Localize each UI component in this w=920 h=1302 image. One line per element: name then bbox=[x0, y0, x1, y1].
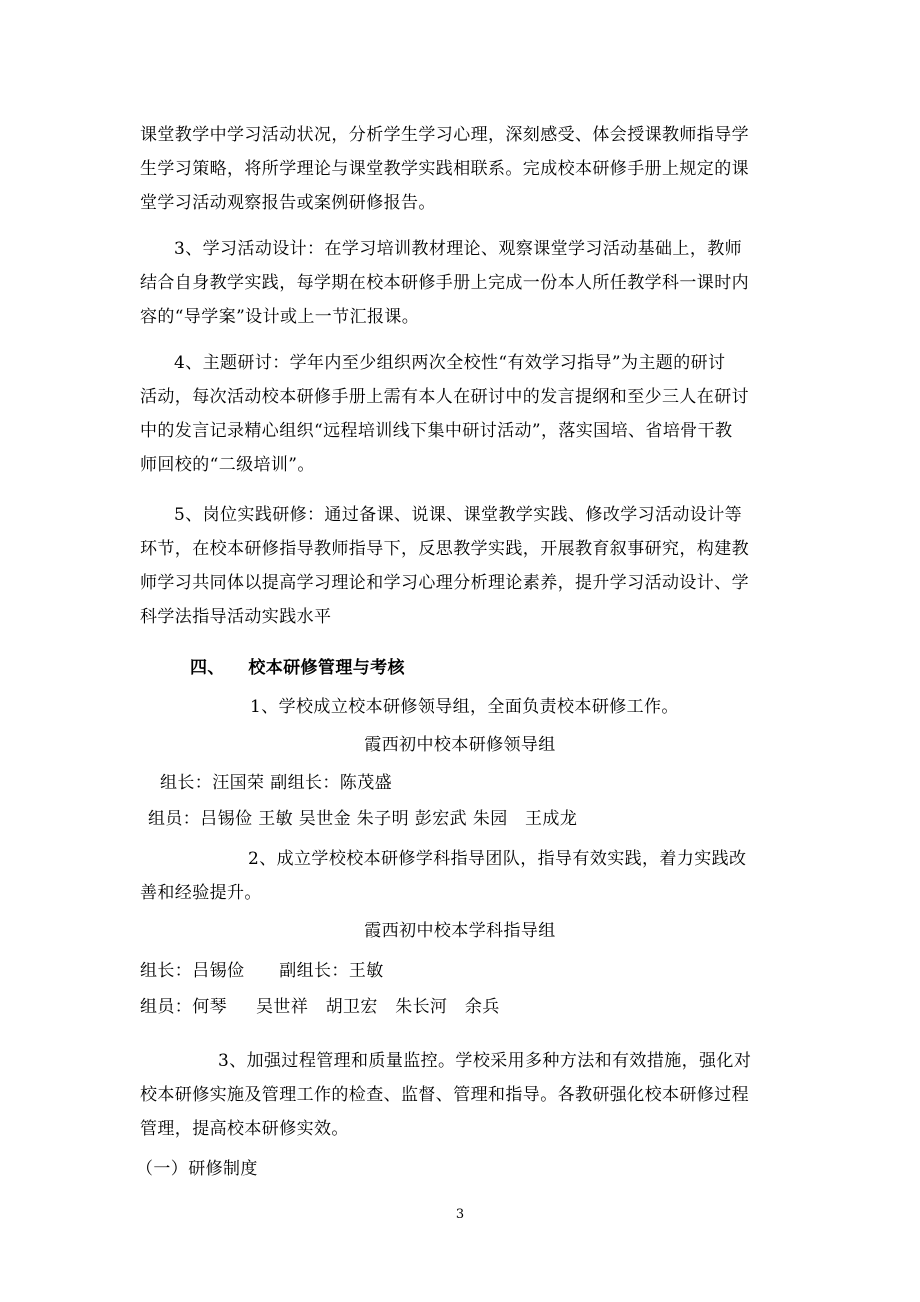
item-3-learning-activity-design bbox=[140, 232, 780, 334]
section-number: 四、 bbox=[190, 658, 225, 678]
section-4-heading bbox=[190, 656, 405, 680]
text-line: 科学法指导活动实践水平 bbox=[140, 607, 332, 627]
leadership-group-title: 霞西初中校本研修领导组 bbox=[364, 735, 556, 755]
text-line: 管理，提高校本研修实效。 bbox=[140, 1119, 349, 1139]
item-4-thematic-discussion bbox=[140, 346, 780, 482]
mgmt-2-text bbox=[140, 842, 780, 910]
text-line: 3、加强过程管理和质量监控。学校采用多种方法和有效措施，强化对 bbox=[218, 1051, 752, 1071]
leadership-group-leaders: 组长：汪国荣 副组长：陈茂盛 bbox=[160, 773, 393, 793]
intro-paragraph bbox=[140, 118, 780, 220]
text-line: 生学习策略，将所学理论与课堂教学实践相联系。完成校本研修手册上规定的课 bbox=[140, 159, 749, 179]
text-line: 环节，在校本研修指导教师指导下，反思教学实践，开展教育叙事研究，构建教 bbox=[140, 539, 749, 559]
text-line: 师回校的“二级培训”。 bbox=[140, 455, 315, 475]
subsection-research-system-title: （一）研修制度 bbox=[136, 1159, 258, 1179]
subject-guidance-group-title: 霞西初中校本学科指导组 bbox=[364, 921, 556, 941]
page-number: 3 bbox=[455, 1207, 465, 1222]
text-line: 善和经验提升。 bbox=[140, 883, 262, 903]
text-line: 1、学校成立校本研修领导组，全面负责校本研修工作。 bbox=[250, 697, 679, 717]
mgmt-3-text bbox=[140, 1044, 780, 1146]
leadership-group-members: 组员：吕锡俭 王敏 吴世金 朱子明 彭宏武 朱园 王成龙 bbox=[148, 809, 578, 829]
item-5-post-practice-training bbox=[140, 498, 780, 634]
text-line: 师学习共同体以提高学习理论和学习心理分析理论素养，提升学习活动设计、学 bbox=[140, 573, 749, 593]
text-line: 课堂教学中学习活动状况，分析学生学习心理，深刻感受、体会授课教师指导学 bbox=[140, 125, 749, 145]
text-line: 容的“导学案”设计或上一节汇报课。 bbox=[140, 307, 420, 327]
subject-guidance-group-members: 组员：何琴 吴世祥 胡卫宏 朱长河 余兵 bbox=[140, 997, 500, 1017]
text-line: 活动，每次活动校本研修手册上需有本人在研讨中的发言提纲和至少三人在研讨 bbox=[140, 387, 749, 407]
text-line: 校本研修实施及管理工作的检查、监督、管理和指导。各教研强化校本研修过程 bbox=[140, 1085, 749, 1105]
subject-guidance-group-leaders: 组长：吕锡俭 副组长：王敏 bbox=[140, 961, 384, 981]
section-title: 校本研修管理与考核 bbox=[248, 658, 405, 678]
mgmt-1-text bbox=[250, 690, 790, 724]
text-line: 中的发言记录精心组织“远程培训线下集中研讨活动”，落实国培、省培骨干教 bbox=[140, 421, 733, 441]
text-line: 4、主题研讨：学年内至少组织两次全校性“有效学习指导”为主题的研讨 bbox=[174, 353, 726, 373]
text-line: 结合自身教学实践，每学期在校本研修手册上完成一份本人所任教学科一课时内 bbox=[140, 273, 749, 293]
text-line: 3、学习活动设计：在学习培训教材理论、观察课堂学习活动基础上，教师 bbox=[174, 239, 743, 259]
text-line: 2、成立学校校本研修学科指导团队，指导有效实践，着力实践改 bbox=[248, 849, 747, 869]
text-line: 5、岗位实践研修：通过备课、说课、课堂教学实践、修改学习活动设计等 bbox=[174, 505, 743, 525]
text-line: 堂学习活动观察报告或案例研修报告。 bbox=[140, 193, 436, 213]
